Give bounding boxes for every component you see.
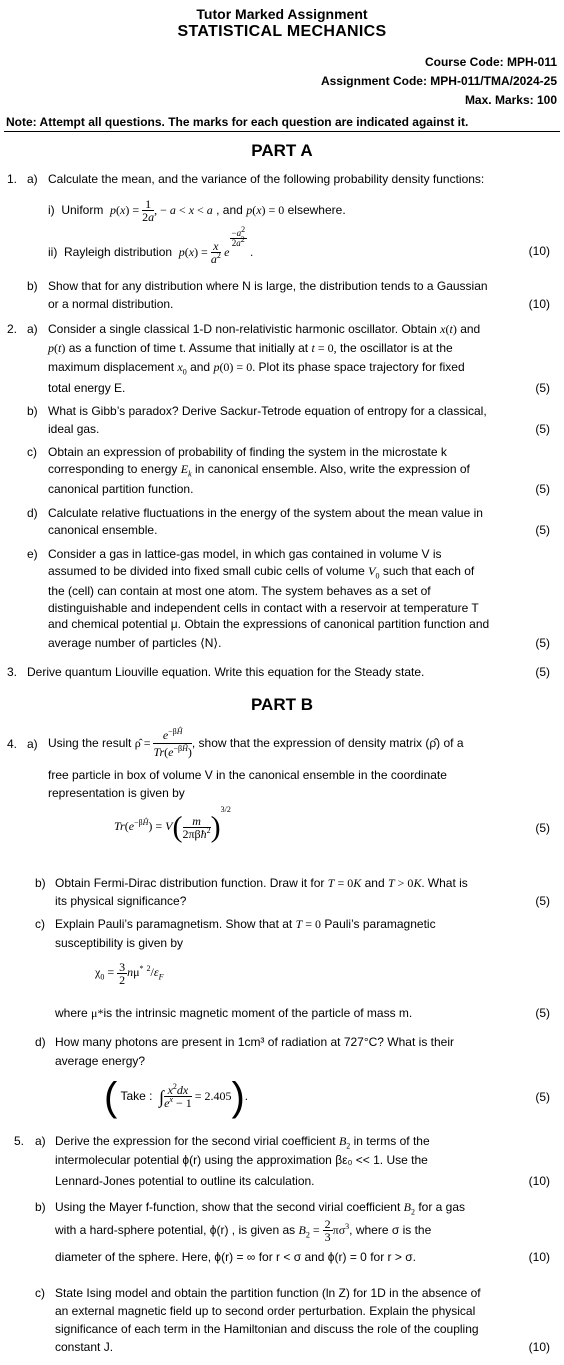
equation: ρ̂ = — [134, 736, 154, 750]
subpart-label: a) — [27, 172, 38, 186]
header-divider — [4, 131, 560, 132]
course-code: Course Code: MPH-011 — [424, 55, 557, 69]
q5b-text: diameter of the sphere. Here, ϕ(r) = ∞ for r < σ and ϕ(r) = 0 for r > σ. — [55, 1250, 416, 1264]
q2a-text: total energy E. — [48, 381, 126, 395]
marks: (10) — [528, 1174, 550, 1188]
part-a-title: PART A — [251, 141, 313, 160]
q4d-text: How many photons are present in 1cm³ of radiation at 727°C? What is their — [55, 1035, 454, 1049]
q2a-text: Consider a single classical 1-D non-relativistic harmonic oscillator. Obtain x(t) and — [48, 322, 481, 336]
subpart-label: d) — [27, 506, 38, 520]
q2c-text: Obtain an expression of probability of finding the system in the microstate k — [48, 445, 447, 459]
marks: (5) — [535, 665, 550, 679]
q2e-text: the (cell) can contain at most one atom. The system behaves as a set of — [48, 584, 431, 598]
equation: p(x) = — [178, 245, 211, 259]
subpart-label: b) — [27, 279, 38, 293]
q4c-text: susceptibility is given by — [55, 936, 184, 950]
fraction: $\frac{x}{a^2}$ — [210, 239, 221, 267]
q2e-text: Consider a gas in lattice-gas model, in which gas contained in volume V is — [48, 547, 442, 561]
q4a-text: free particle in box of volume V in the canonical ensemble in the coordinate — [48, 768, 447, 782]
marks: (5) — [535, 482, 550, 496]
item-text: Uniform — [61, 203, 104, 217]
item-label: ii) — [48, 245, 58, 259]
subpart-label: d) — [35, 1035, 46, 1049]
q1a-text: Calculate the mean, and the variance of the following probability density functions: — [48, 172, 485, 186]
q2e-text: and chemical potential μ. Obtain the expressions of canonical partition function and — [48, 617, 490, 631]
subpart-label: a) — [27, 322, 38, 336]
marks: (5) — [535, 381, 550, 395]
subpart-label: b) — [35, 1200, 46, 1214]
q5b-text: with a hard-sphere potential, ϕ(r) , is given as $B_2$ = $\frac{2}{3}$ $\pi\sigma^3$, where σ is the — [55, 1217, 432, 1245]
subpart-label: c) — [35, 917, 45, 931]
question-number: 2. — [7, 322, 18, 336]
subpart-label: e) — [27, 547, 38, 561]
q2e-text: distinguishable and independent cells in contact with a reservoir at temperature T — [48, 601, 479, 615]
subpart-label: b) — [27, 404, 38, 418]
marks: (10) — [528, 1250, 550, 1264]
photon-integral: ( Take : ∫ $\frac{x^2dx}{e^x - 1}$ = 2.405). — [104, 1074, 248, 1119]
q4c-text: Explain Pauli’s paramagnetism. Show that at T = 0 Pauli’s paramagnetic — [55, 917, 436, 931]
q5c-text: State Ising model and obtain the partition function (ln Z) for 1D in the absence of — [55, 1286, 481, 1300]
q5c-text: an external magnetic field up to second order perturbation. Explain the physical — [55, 1304, 476, 1318]
q2c-text: corresponding to energy $E_k$ in canonical ensemble. Also, write the expression of — [48, 462, 470, 479]
marks: (10) — [528, 297, 550, 311]
header-title: Tutor Marked Assignment — [196, 6, 368, 22]
marks: (5) — [535, 1006, 550, 1020]
item-label: i) — [48, 203, 55, 217]
course-title: STATISTICAL MECHANICS — [177, 23, 387, 40]
subpart-label: b) — [35, 876, 46, 890]
q4a-text: Using the result ρ̂ = $\frac{e^{-\beta Ĥ}}{Tr(e^{-\beta Ĥ})}$ , show that the expression of density matrix (ρ̂) of a — [48, 727, 464, 760]
q4c-text: where μ*is the intrinsic magnetic moment of the particle of mass m. — [55, 1006, 413, 1020]
marks: (10) — [528, 1340, 550, 1354]
q2e-text: average number of particles ⟨N⟩. — [48, 636, 222, 650]
q1b-text: or a normal distribution. — [48, 297, 174, 311]
q2c-text: canonical partition function. — [48, 482, 194, 496]
q2d-text: canonical ensemble. — [48, 523, 158, 537]
q3-text: Derive quantum Liouville equation. Write this equation for the Steady state. — [27, 665, 425, 679]
question-number: 5. — [14, 1134, 25, 1148]
q5a-text: Derive the expression for the second virial coefficient $B_2$ in terms of the — [55, 1134, 430, 1151]
q4b-text: Obtain Fermi-Dirac distribution function. Draw it for T = 0K and T > 0K. What is — [55, 876, 468, 890]
marks: (5) — [535, 821, 550, 835]
q2d-text: Calculate relative fluctuations in the energy of the system about the mean value in — [48, 506, 483, 520]
assignment-code: Assignment Code: MPH-011/TMA/2024-25 — [320, 74, 557, 88]
q2a-text: maximum displacement $x_0$ and p(0) = 0. Plot its phase space trajectory for fixed — [48, 360, 465, 377]
q4b-text: its physical significance? — [55, 894, 187, 908]
q1a-rayleigh-line: ii) Rayleigh distribution p(x) = $\frac{x}{a^2}$ e $\frac{-a^2}{2a^2}$ . — [48, 225, 254, 267]
subpart-label: a) — [27, 737, 38, 751]
marks: (5) — [535, 1090, 550, 1104]
fraction: $\frac{e^{-\beta Ĥ}}{Tr(e^{-\beta Ĥ})}$ — [153, 727, 192, 760]
marks: (5) — [535, 523, 550, 537]
q1a-uniform-line: i) Uniform p(x) = $\frac{1}{2a}$ , − a < x < a , and p(x) = 0 elsewhere. — [48, 197, 346, 225]
question-number: 4. — [7, 737, 18, 751]
question-number: 3. — [7, 665, 18, 679]
marks: (5) — [535, 894, 550, 908]
q5a-text: Lennard-Jones potential to outline its calculation. — [55, 1174, 315, 1188]
equation: p — [110, 203, 117, 217]
instructions-note: Note: Attempt all questions. The marks for each question are indicated against it. — [6, 115, 469, 129]
q5b-text: Using the Mayer f-function, show that the second virial coefficient $B_2$ for a gas — [55, 1200, 466, 1217]
item-text: Rayleigh distribution — [64, 245, 173, 259]
q2b-text: What is Gibb’s paradox? Derive Sackur-Tetrode equation of entropy for a classical, — [48, 404, 487, 418]
q2b-text: ideal gas. — [48, 422, 100, 436]
question-number: 1. — [7, 172, 18, 186]
susceptibility-equation: $\chi_0$ = $\frac{3}{2}$ nμ* $^2/\varepsilon_F$ — [95, 959, 164, 987]
q2a-text: p(t) as a function of time t. Assume that initially at t = 0, the oscillator is at the — [48, 341, 453, 355]
max-marks: Max. Marks: 100 — [464, 93, 557, 107]
q5c-text: significance of each term in the Hamiltonian and discuss the role of the coupling — [55, 1322, 479, 1336]
q2e-text: assumed to be divided into fixed small cubic cells of volume $V_0$ such that each of — [48, 564, 475, 581]
subpart-label: c) — [35, 1286, 45, 1300]
q5a-text: intermolecular potential ϕ(r) using the approximation βε₀ << 1. Use the — [55, 1153, 428, 1167]
subpart-label: c) — [27, 445, 37, 459]
part-b-title: PART B — [250, 695, 313, 714]
subpart-label: a) — [35, 1134, 46, 1148]
q4d-text: average energy? — [55, 1054, 146, 1068]
fraction: $\frac{1}{2a}$ — [142, 197, 155, 225]
q1b-text: Show that for any distribution where N is large, the distribution tends to a Gaussian — [48, 279, 488, 293]
marks: (5) — [535, 422, 550, 436]
density-matrix-equation: $Tr(e^{-\beta Ĥ}) = V$( $\frac{m}{2\pi\beta ħ^2}$ )$^{3/2}$ — [114, 805, 231, 844]
marks: (10) — [528, 244, 550, 258]
marks: (5) — [535, 636, 550, 650]
q5c-text: constant J. — [55, 1340, 114, 1354]
q4a-text: representation is given by — [48, 786, 185, 800]
